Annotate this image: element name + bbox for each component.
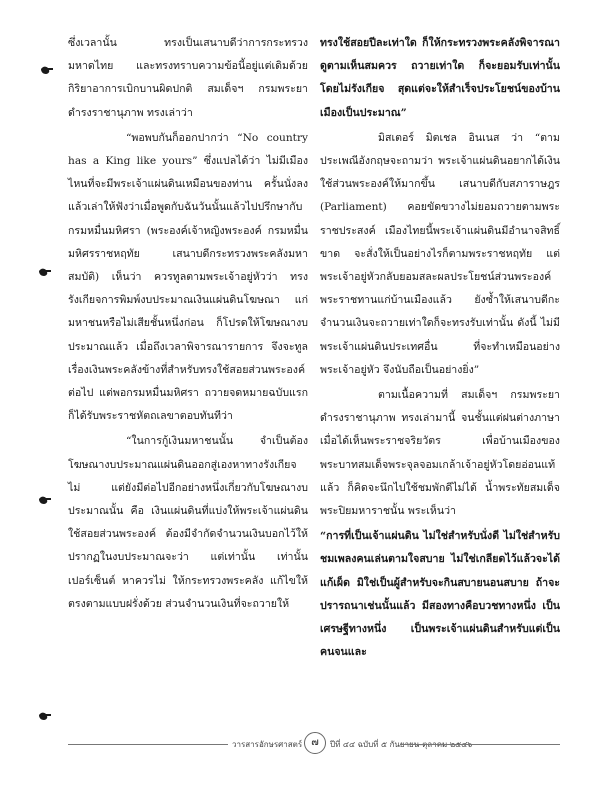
hand-pointer-icon [40, 64, 54, 76]
quote-paragraph-1: “พอพบกันก็ออกปากว่า “No country has a King like yours” ซึ่งแปลได้ว่า ไม่มีเมืองไหนที่จะมีพระเจ้าแผ่นดินเหมือนของท่าน ครั้นนั่งลงแล้วเล่าให้ฟังว่าเมื่อพูดกับฉันวันนั้นแล้วไปปรึกษากับกรมหมื่นมหิศรา (พระองค์เจ้าหญิงพระองค์ กรมหมื่นมหิศรราชหฤทัย เสนาบดีกระทรวงพระคลังมหาสมบัติ) เห็นว่า ควรทูลตามพระเจ้าอยู่หัวว่า ทรงรังเกียจการพิมพ์งบประมาณเงินแผ่นดินโฆษณา แก่มหาชนหรือไม่เสียชั้นหนึ่งก่อน ก็โปรดให้โฆษณางบประมาณแล้ว เมื่อถึงเวลาพิจารณารายการ จึงจะทูลเรื่องเงินพระคลังข้างที่สำหรับทรงใช้สอยส่วนพระองค์ต่อไป แต่พอกรมหมื่นมหิศรา ถวายจดหมายฉบับแรก ก็ได้รับพระราชหัตถเลขาตอบทันทีว่า [68, 131, 308, 423]
paragraph-narration: ตามเนื้อความที่ สมเด็จฯ กรมพระยาดำรงราชานุภาพ ทรงเล่ามานี้ จนชั้นแต่ฝนต่างภาษาเมื่อได้เห็นพระราชจริยวัตร เพื่อบ้านเมืองของพระบาทสมเด็จพระจุลจอมเกล้าเจ้าอยู่หัวโดยอ่อนแท้แล้ว ก็คิดจะนึกไปใช้ชมพักดีไม่ได้ น้ำพระทัยสมเด็จพระปิยมหาราชนั้น พระเห็นว่า [320, 389, 560, 518]
paragraph-innes: มิสเตอร์ มิตเชล อินเนส ว่า “ตามประเพณีอังกฤษจะถามว่า พระเจ้าแผ่นดินอยากได้เงินใช้ส่วนพระองค์ให้มากขึ้น เสนาบดีกับสภาราษฎร (Parliament) คอยขัดขวางไม่ยอมถวายตามพระราชประสงค์ เมืองไทยนี้พระเจ้าแผ่นดินมีอำนาจสิทธิ์ขาด จะสั่งให้เป็นอย่างไรก็ตามพระราชหฤทัย แต่พระเจ้าอยู่หัวกลับยอมสละผลประโยชน์ส่วนพระองค์พระราชทานแก่บ้านเมืองแล้ว ยังซ้ำให้เสนาบดีกะจำนวนเงินจะถวายเท่าใดก็จะทรงรับเท่านั้น ดังนี้ ไม่มีพระเจ้าแผ่นดินประเทศอื่น ที่จะทำเหมือนอย่างพระเจ้าอยู่หัว จึงนับถือเป็นอย่างยิ่ง” [320, 131, 560, 376]
quote-continuation: ทรงใช้สอยปีละเท่าใด ก็ให้กระทรวงพระคลังพิจารณาดูตามเห็นสมควร ถวายเท่าใด ก็จะยอมรับเท่านั้น โดยไม่รังเกียจ สุดแต่จะให้สำเร็จประโยชน์ของบ้านเมืองเป็นประมาณ” [320, 37, 560, 119]
hand-pointer-icon [38, 710, 52, 722]
page-number: ๗ [304, 732, 326, 754]
royal-quote: “การที่เป็นเจ้าแผ่นดิน ไม่ใช่สำหรับนั่งดี ไม่ใช่สำหรับชมเพลงคนเล่นตามใจสบาย ไม่ใช่เกลียดไว้แล้วจะได้แก้เผ็ด มิใช่เป็นผู้สำหรับจะกินสบายนอนสบาย ถ้าจะปรารถนาเช่นนั้นแล้ว มีสองทางคือบวชทางหนึ่ง เป็นเศรษฐีทางหนึ่ง เป็นพระเจ้าแผ่นดินสำหรับแต่เป็นคนจนและ [320, 530, 560, 659]
page-footer [68, 730, 560, 760]
magazine-name: วารสารอักษรศาสตร์ [232, 740, 303, 749]
right-column [320, 32, 560, 664]
issue-info: ปีที่ ๔๔ ฉบับที่ ๕ กันยายน-ตุลาคม ๒๕๔๖ [330, 740, 473, 749]
footer-rule-right [400, 744, 560, 745]
hand-pointer-icon [38, 266, 52, 278]
quote-paragraph-2: “ในการกู้เงินมหาชนนั้น จำเป็นต้องโฆษณางบประมาณแผ่นดินออกสู่เองหาทางรังเกียจไม่ แต่ยังมีต่อไปอีกอย่างหนึ่งเกี่ยวกับโฆษณางบประมาณนั้น คือ เงินแผ่นดินที่แบ่งให้พระเจ้าแผ่นดินใช้สอยส่วนพระองค์ ต้องมีจำกัดจำนวนเงินบอกไว้ให้ปรากฏในงบประมาณจะว่า แต่เท่านั้น เท่านั้นเปอร์เซ็นต์ หาควรไม่ ให้กระทรวงพระคลัง แก้ไขให้ตรงตามแบบฝรั่งด้วย ส่วนจำนวนเงินที่จะถวายให้ [68, 435, 308, 610]
hand-pointer-icon [38, 494, 52, 506]
footer-rule-left [68, 744, 228, 745]
left-column [68, 32, 308, 616]
paragraph-continuation: ซึ่งเวลานั้น ทรงเป็นเสนาบดีว่าการกระทรวงมหาดไทย และทรงทราบความข้อนี้อยู่แต่เดิมด้วยกิริยาอาการเบิกบานผิดปกติ สมเด็จฯ กรมพระยาดำรงราชานุภาพ ทรงเล่าว่า [68, 37, 308, 119]
